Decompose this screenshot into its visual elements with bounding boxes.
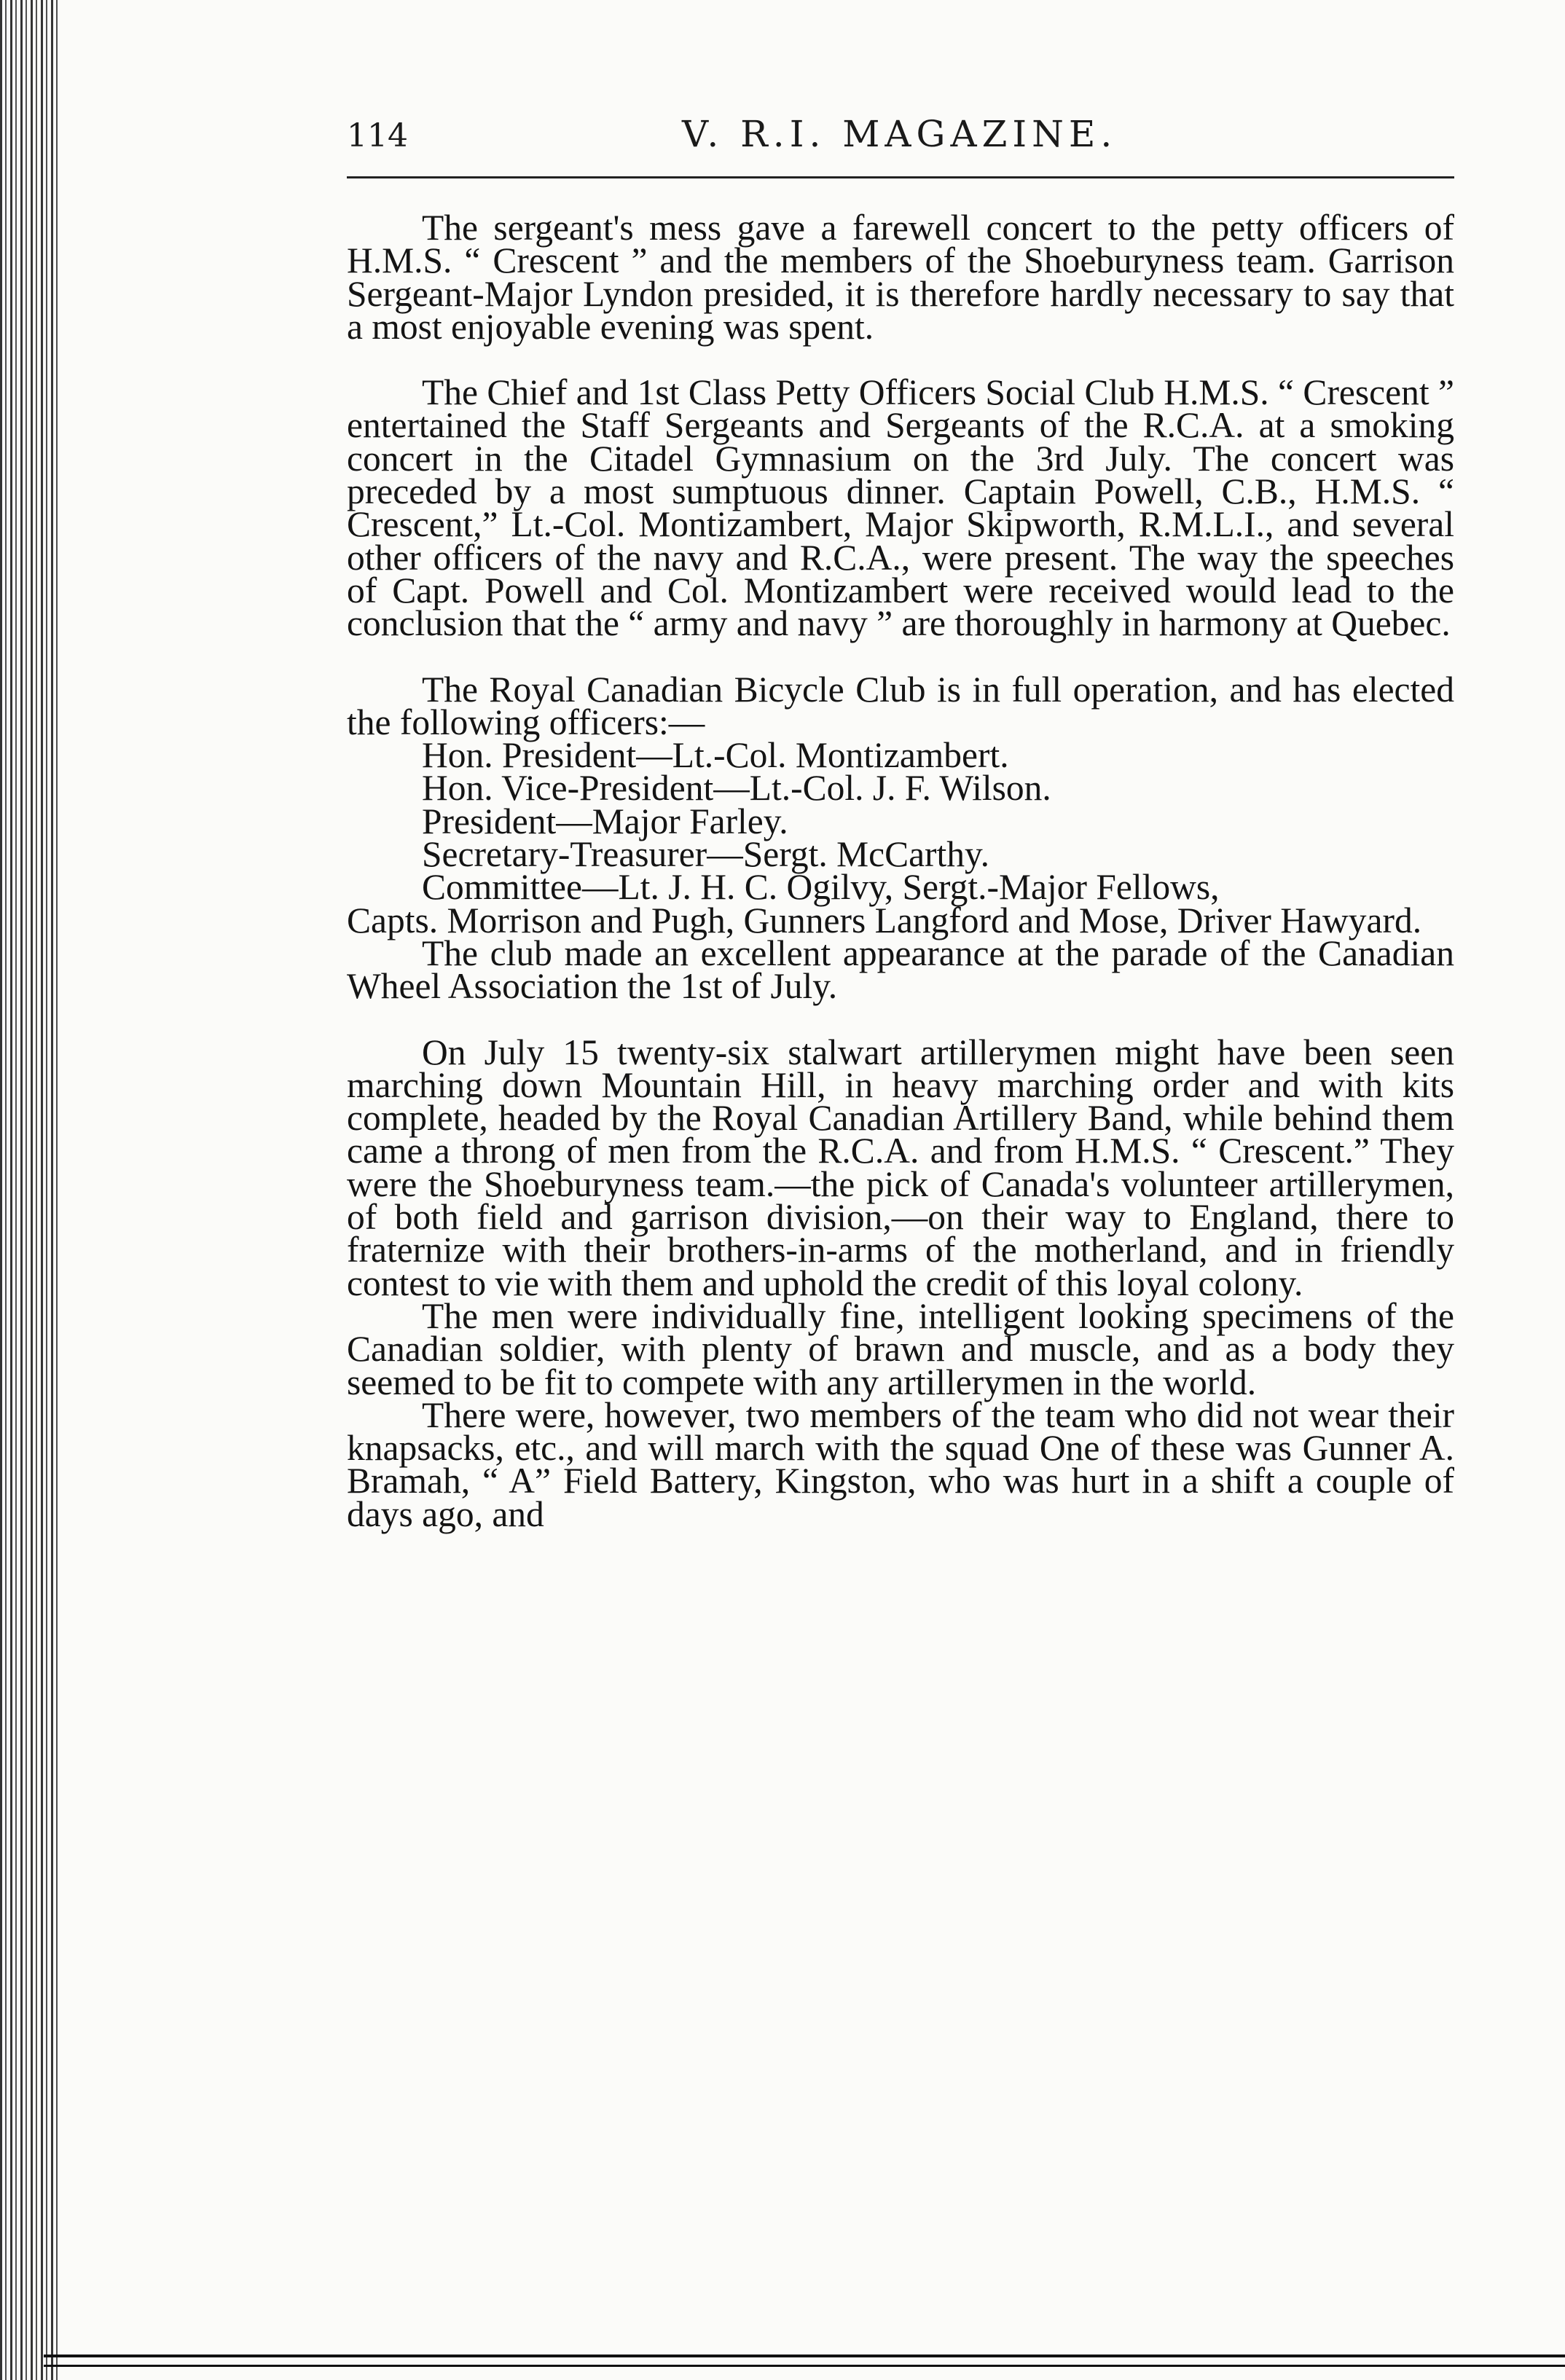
paragraph-bicycle-club: The Royal Canadian Bicycle Club is in full operation, and has elected the following officers:— — [347, 669, 1454, 742]
paragraph-bramah: There were, however, two members of the team who did not wear their knapsacks, etc., and will march with the squad One of these was Gunner A. Bramah, “ A” Field Battery, Kingston, who was hurt in a shift a couple of days ago, and — [347, 1394, 1454, 1534]
page-header — [347, 113, 1454, 164]
officer-line: Hon. President—Lt.-Col. Montizambert. — [422, 735, 1009, 776]
committee-continuation: Capts. Morrison and Pugh, Gunners Langford and Mose, Driver Hawyard. — [347, 900, 1422, 940]
paragraph-farewell-concert: The sergeant's mess gave a farewell concert to the petty officers of H.M.S. “ Crescent ” and the members of the Shoeburyness team. Garrison Sergeant-Major Lyndon presided, it is therefore hardly necessary to say that a most enjoyable evening was spent. — [347, 208, 1454, 347]
committee-line: Committee—Lt. J. H. C. Ogilvy, Sergt.-Major Fellows, — [422, 867, 1220, 908]
article-body — [347, 208, 1454, 2324]
book-binding-edge — [0, 0, 58, 2380]
officer-line: Secretary-Treasurer—Sergt. McCarthy. — [422, 834, 989, 875]
officer-line: Hon. Vice-President—Lt.-Col. J. F. Wilson. — [422, 768, 1051, 809]
bottom-edge-rule — [44, 2355, 1565, 2367]
paragraph-club-parade: The club made an excellent appearance at the parade of the Canadian Wheel Association the 1st of July. — [347, 932, 1454, 1007]
header-rule — [347, 176, 1454, 178]
paragraph-soldiers: The men were individually fine, intelligent looking specimens of the Canadian soldier, with plenty of brawn and muscle, and as a body they seemed to be fit to compete with any artillerymen in the world. — [347, 1295, 1454, 1402]
paragraph-smoking-concert: The Chief and 1st Class Petty Officers Social Club H.M.S. “ Crescent ” entertained the Staff Sergeants and Sergeants of the R.C.A. at a smoking concert in the Citadel Gymnasium on the 3rd July. The concert was preceded by a most sumptuous dinner. Captain Powell, C.B., H.M.S. “ Crescent,” Lt.-Col. Montizambert, Major Skipworth, R.M.L.I., and several other officers of the navy and R.C.A., were present. The way the speeches of Capt. Powell and Col. Montizambert were received would lead to the conclusion that the “ army and navy ” are thoroughly in harmony at Quebec. — [347, 372, 1454, 644]
page-number: 114 — [347, 117, 408, 154]
paragraph-shoeburyness-team: On July 15 twenty-six stalwart artillerymen might have been seen marching down Mountain Hill, in heavy marching order and with kits complete, headed by the Royal Canadian Artillery Band, while behind them came a throng of men from the R.C.A. and from H.M.S. “ Crescent.” They were the Shoeburyness team.—the pick of Canada's volunteer artillerymen, of both field and garrison division,—on their way to England, there to fraternize with their brothers-in-arms of the motherland, and in friendly contest to vie with them and uphold the credit of this loyal colony. — [347, 1032, 1454, 1303]
officer-line: President—Major Farley. — [422, 801, 788, 841]
running-title: V. R.I. MAGAZINE. — [682, 113, 1118, 155]
